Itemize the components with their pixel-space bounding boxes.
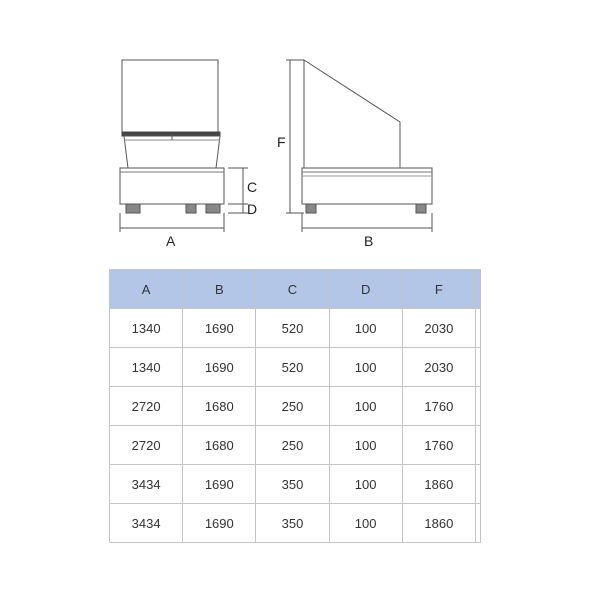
table-cell: 1690 [183,465,256,504]
table-cell-spacer [475,348,480,387]
table-cell: 1860 [402,504,475,543]
table-row [110,504,481,543]
table-cell: 1680 [183,387,256,426]
side-foot-right [416,204,426,213]
column-header-spacer [475,270,480,309]
front-opening [124,136,220,168]
table-cell: 3434 [110,504,183,543]
table-cell: 100 [329,426,402,465]
table-cell: 520 [256,348,329,387]
side-body [302,168,432,204]
side-view [286,60,432,232]
table-cell: 1340 [110,348,183,387]
table-cell: 1760 [402,426,475,465]
table-row [110,387,481,426]
table-cell: 2030 [402,309,475,348]
table-cell: 1340 [110,309,183,348]
column-header-f: F [402,270,475,309]
table-cell: 3434 [110,465,183,504]
table-cell-spacer [475,465,480,504]
dimension-label-d: D [247,201,258,217]
table-cell: 100 [329,348,402,387]
dimensions-table [109,269,481,543]
dimension-label-b: B [364,233,374,249]
column-header-c: C [256,270,329,309]
table-cell: 100 [329,465,402,504]
table-cell: 350 [256,504,329,543]
table-cell: 1690 [183,348,256,387]
table-cell-spacer [475,387,480,426]
table-cell: 520 [256,309,329,348]
table-cell: 1760 [402,387,475,426]
table-row [110,309,481,348]
table-cell: 250 [256,387,329,426]
table-cell: 100 [329,504,402,543]
dimension-label-a: A [166,233,176,249]
side-foot-left [306,204,316,213]
table-cell: 2030 [402,348,475,387]
table-row [110,426,481,465]
table-cell-spacer [475,504,480,543]
table-cell: 2720 [110,387,183,426]
column-header-d: D [329,270,402,309]
table-header-row [110,270,481,309]
column-header-b: B [183,270,256,309]
table-row [110,348,481,387]
table-cell: 350 [256,465,329,504]
table-cell: 1690 [183,309,256,348]
technical-drawing [0,0,600,260]
front-view [120,60,248,232]
front-hinge-bar [122,132,220,136]
column-header-a: A [110,270,183,309]
front-upper-panel [122,60,218,132]
side-back-panel [304,60,400,168]
dimension-label-c: C [247,179,258,195]
front-foot-left [126,204,140,213]
front-foot-right [206,204,220,213]
front-foot-center [186,204,196,213]
table-cell: 250 [256,426,329,465]
table-row [110,465,481,504]
table-cell: 2720 [110,426,183,465]
table-cell-spacer [475,426,480,465]
table-cell: 1690 [183,504,256,543]
table-cell: 100 [329,309,402,348]
table-cell: 100 [329,387,402,426]
table-cell-spacer [475,309,480,348]
dimension-label-f: F [277,134,286,150]
table-cell: 1860 [402,465,475,504]
table-cell: 1680 [183,426,256,465]
front-body [120,168,224,204]
